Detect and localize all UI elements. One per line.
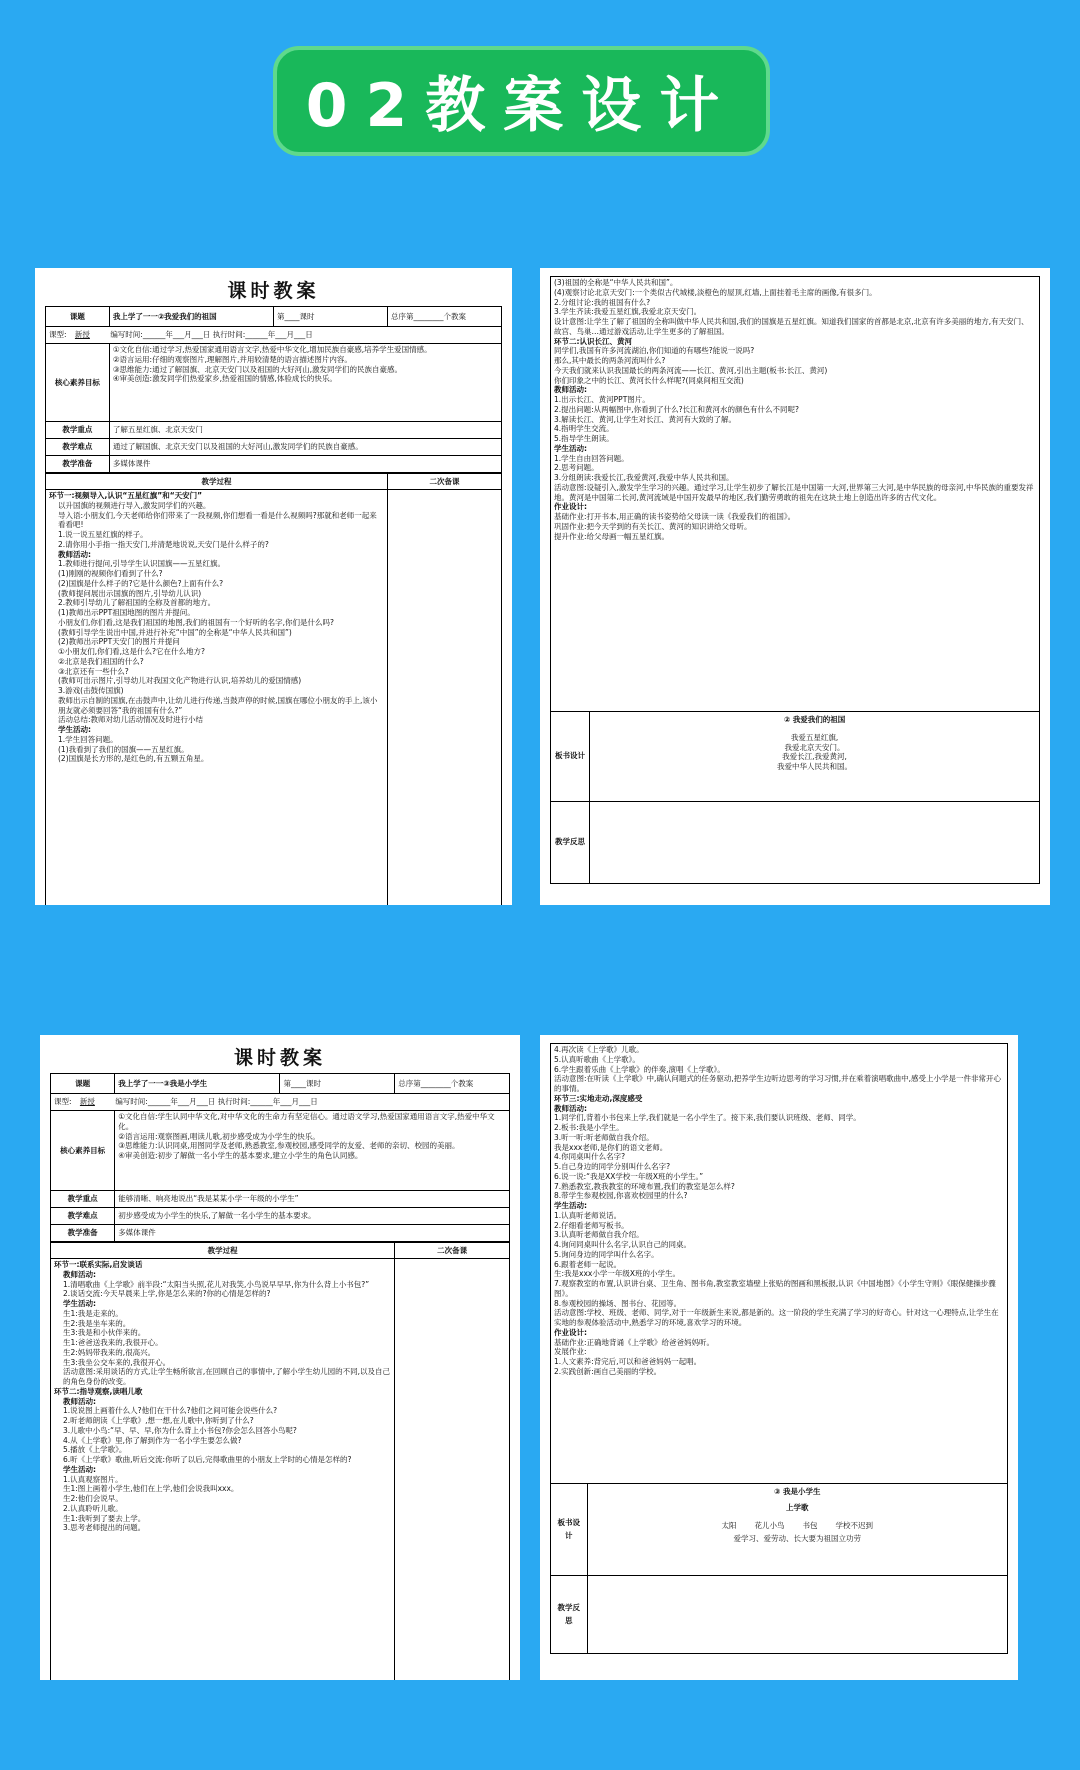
type-row <box>46 327 502 344</box>
process-line: 教师活动: <box>63 1269 96 1279</box>
lesson-plan-page-3 <box>40 1035 520 1680</box>
process-line: 学生活动: <box>63 1299 96 1308</box>
process-content <box>551 1044 1008 1484</box>
process-line: (3)祖国的全称是“中华人民共和国”。 <box>554 278 678 287</box>
label-type: 课型: <box>49 330 67 340</box>
difficulty-value: 通过了解国旗、北京天安门以及祖国的大好河山,激发同学们的民族自豪感。 <box>109 439 501 456</box>
dates-value: 编写时间:______年___月___日 执行时间:______年___月___日 <box>110 330 313 340</box>
process-line: 2.板书:我是小学生。 <box>554 1123 624 1132</box>
process-content <box>46 490 388 906</box>
dates-value: 编写时间:______年___月___日 执行时间:______年___月___日 <box>115 1097 318 1107</box>
process-line: 4.从《上学歌》里,你了解到作为一名小学生要怎么做? <box>63 1435 242 1445</box>
topic-value: 我上学了一一③我是小学生 <box>115 1074 280 1094</box>
second-prep-header: 二次备课 <box>388 474 502 490</box>
goal-item: ④审美创造:激发同学们热爱家乡,热爱祖国的情感,体验成长的快乐。 <box>112 374 337 384</box>
board-line: 我爱五星红旗, <box>790 732 839 742</box>
prep-value: 多媒体课件 <box>115 1225 510 1242</box>
goals-cell <box>115 1111 510 1191</box>
goal-item: ③思维能力:认识同桌,用图同学及老师,熟悉教室,参观校园,感受同学的友爱、老师的亲切、校园的美丽。 <box>118 1141 460 1151</box>
reflect-label: 教学反思 <box>551 1576 588 1654</box>
lesson-plan-page-1 <box>35 268 512 905</box>
second-prep-cell <box>395 1259 510 1681</box>
process-line: 学生活动: <box>58 725 91 734</box>
process-line: (教师可出示图片,引导幼儿对我国文化产物进行认识,培养幼儿的爱国情感) <box>58 676 302 686</box>
process-line: 你们印象之中的长江、黄河长什么样呢?(同桌间相互交流) <box>554 375 744 385</box>
process-line: 教师出示自制的国旗,在击鼓声中,让幼儿进行传递,当鼓声停的时候,国旗在哪位小朋友的手上,该小朋友就必须要回答“我的祖国有什么?” <box>58 695 378 715</box>
process-line: 5.播放《上学歌》。 <box>63 1445 127 1455</box>
process-table <box>45 473 502 905</box>
process-line: 5.自己身边的同学分别叫什么名字? <box>554 1162 671 1171</box>
process-line: 3.学生齐读:我爱五星红旗,我爱北京天安门。 <box>554 307 702 317</box>
process-line: 基础作业:打开书本,用正确的读书姿势给父母读一读《我爱我们的祖国》。 <box>554 512 796 521</box>
label-type: 课型: <box>54 1097 72 1107</box>
board-label: 板书设计 <box>551 712 590 802</box>
process-line: 4.你同桌叫什么名字? <box>554 1152 626 1162</box>
process-content <box>551 277 1040 712</box>
process-line: 小朋友们,你们看,这是我们祖国的地图,我们的祖国有一个好听的名字,你们是什么吗? <box>58 617 335 627</box>
process-line: 生2:妈妈带我来的,很高兴。 <box>63 1347 156 1357</box>
period-value: 第____课时 <box>273 307 387 327</box>
process-line: ①小朋友们,你们看,这是什么?它在什么地方? <box>58 647 205 656</box>
process-line: 6.说一说:“我是XX学校一年级X班的小学生。” <box>554 1171 704 1181</box>
board-line: 我爱中华人民共和国。 <box>777 762 853 771</box>
process-line: (1)刚刚的视频你们看到了什么? <box>58 569 163 578</box>
process-line: 作业设计: <box>554 1327 587 1337</box>
reflect-content <box>587 1576 1007 1654</box>
process-line: 1.学生回答问题。 <box>58 734 118 744</box>
process-line: 3.思考老师提出的问题。 <box>63 1523 146 1533</box>
process-line: 那么,其中最长的两条河流叫什么? <box>554 356 666 365</box>
process-line: 1.同学们,背着小书包来上学,我们就是一名小学生了。接下来,我们要认识班级、老师、同学。 <box>554 1113 861 1123</box>
process-line: 3.儿歌中小鸟:“早、早、早,你为什么背上小书包?你会怎么回答小鸟呢? <box>63 1425 297 1435</box>
process-line: 活动意图:设疑引入,激发学生学习的兴趣。通过学习,让学生初步了解长江是中国第一大河,世界第三大河,是中华民族的母亲河,中华民族的重要发祥地。黄河是中国第二长河,黄河流域是中国开发最早的地区,我们勤劳勇敢的祖先在这块土地上创造出许多的古代文化。 <box>554 482 1034 502</box>
process-line: (2)教师出示PPT天安门的图片并提问 <box>58 637 180 647</box>
process-line: 1.教师进行提问,引导学生认识国旗——五星红旗。 <box>58 559 226 569</box>
label-prep: 教学准备 <box>46 456 110 473</box>
board-row <box>591 1521 1004 1531</box>
board-content <box>587 1484 1007 1576</box>
process-line: 2.思考问题。 <box>554 463 599 473</box>
process-line: 生2:他们会说早。 <box>63 1494 123 1503</box>
process-line: 8.参观校园的操场、图书台、花园等。 <box>554 1298 682 1308</box>
process-header: 教学过程 <box>46 474 388 490</box>
process-line: 8.带学生参观校园,你喜欢校园里的什么? <box>554 1191 688 1201</box>
label-topic: 课题 <box>46 307 110 327</box>
process-line: 3.分组朗读:我爱长江,我爱黄河,我爱中华人民共和国。 <box>554 473 734 482</box>
board-subtitle: 上学歌 <box>786 1502 809 1512</box>
process-line: 6.听《上学歌》歌曲,听后交流:你听了以后,完得歌曲里的小朋友上学时的心情是怎样的? <box>63 1455 352 1464</box>
type-value: 新授 <box>79 1097 95 1107</box>
label-difficulty: 教学难点 <box>46 439 110 456</box>
second-prep-header: 二次备课 <box>395 1243 510 1259</box>
process-line: (教师提问展出示国旗的图片,引导幼儿认识) <box>58 588 202 598</box>
process-line: ③北京还有一些什么? <box>58 666 129 676</box>
process-line: 活动意图:在听读《上学歌》中,确认问题式的任务驱动,把养学生边听边思考的学习习惯,并在乘着演唱歌曲中,感受上小学是一件非常开心的事情。 <box>554 1074 1002 1093</box>
board-word: 书包 <box>802 1520 818 1530</box>
process-line: ②北京是我们祖国的什么? <box>58 656 144 666</box>
process-line: 学生活动: <box>63 1464 96 1474</box>
process-line: 生1:图上画着小学生,他们在上学,他们会说我叫xxx。 <box>63 1484 239 1494</box>
process-line: 1.说说图上画着什么人?他们在干什么?他们之间可能会说些什么? <box>63 1406 278 1416</box>
process-line: 1.出示长江、黄河PPT图片。 <box>554 395 650 404</box>
process-line: 2.分组讨论:我的祖国有什么? <box>554 297 651 307</box>
process-line: 2.请你用小手指一指天安门,并清楚地说说,天安门是什么样子的? <box>58 539 269 549</box>
process-line: 7.观察教室的布置,认识讲台桌、卫生角、图书角,教室教室墙壁上张贴的图画和黑板报,认识《中国地图》《小学生守则》《眼保健操步骤图》。 <box>554 1279 996 1298</box>
process-line: 5.认真听歌曲《上学歌》。 <box>554 1054 640 1064</box>
process-line: 基础作业:正确地背诵《上学歌》给爸爸妈妈听。 <box>554 1337 715 1347</box>
process-line: 2.认真聆听儿歌。 <box>63 1503 123 1513</box>
doc-title: 课时教案 <box>227 280 320 302</box>
process-line: 2.实践创新:画自己美丽的学校。 <box>554 1366 662 1376</box>
process-line: (1)我看到了我们的国旗——五星红旗。 <box>58 744 189 754</box>
process-line: 生3:我坐公交车来的,我很开心。 <box>63 1357 171 1367</box>
board-word: 学校不迟到 <box>835 1520 874 1530</box>
process-line: 作业设计: <box>554 502 587 512</box>
process-line: 我是xxx老师,是你们的语文老师。 <box>554 1142 668 1152</box>
continuation-table <box>550 1043 1008 1654</box>
label-key: 教学重点 <box>46 422 110 439</box>
title-banner <box>273 46 770 156</box>
process-line: 生3:我是和小伙伴来的。 <box>63 1328 146 1338</box>
goal-item: ②语言运用:观察图画,唱读儿歌,初步感受成为小学生的快乐。 <box>118 1131 320 1141</box>
process-line: 1.认真观察图片。 <box>63 1474 123 1484</box>
process-line: 生2:我是坐车来的。 <box>63 1318 131 1328</box>
process-line: (教师引导学生说出中国,并进行补充“中国”的全称是“中华人民共和国”) <box>58 627 292 637</box>
process-line: 5.指导学生朗读。 <box>554 434 614 443</box>
process-line: 设计意图:让学生了解了祖国的全称叫做中华人民共和国,我们的国旗是五星红旗。知道我们国家的首都是北京,北京有许多美丽的地方,有天安门、故宫、鸟巢…通过游戏活动,让学生更多的了解祖国。 <box>554 317 1029 336</box>
label-key: 教学重点 <box>51 1191 115 1208</box>
goal-item: ①文化自信:通过学习,热爱国家通用语言文字,热爱中华文化,增加民族自豪感,培养学生爱国情感。 <box>112 345 432 354</box>
process-line: 4.指明学生交流。 <box>554 424 614 434</box>
process-line: 3.听一听:听老师做自我介绍。 <box>554 1132 654 1142</box>
process-line: 提升作业:给父母画一幅五星红旗。 <box>554 531 670 541</box>
doc-title: 课时教案 <box>233 1047 326 1069</box>
process-line: 环节二:指导观察,读唱儿歌 <box>54 1386 143 1396</box>
board-label: 板书设计 <box>551 1484 588 1576</box>
process-line: 3.游戏(击鼓传国旗) <box>58 686 124 695</box>
board-title: ③ 我是小学生 <box>774 1487 821 1496</box>
process-line: 环节二:认识长江、黄河 <box>554 336 632 346</box>
label-goal: 核心素养目标 <box>51 1111 115 1191</box>
process-line: 生1:爸爸送我来的,我很开心。 <box>63 1338 163 1347</box>
goal-item: ③思维能力:通过了解国旗、北京天安门以及祖国的大好河山,激发同学们的民族自豪感。 <box>112 364 402 374</box>
reflect-label: 教学反思 <box>551 802 590 884</box>
key-value: 了解五星红旗、北京天安门 <box>109 422 501 439</box>
lesson-plan-page-4 <box>540 1035 1018 1680</box>
board-content <box>590 712 1040 802</box>
lesson-plan-page-2 <box>540 268 1050 905</box>
process-line: 7.熟悉教室,教我教室的环境布置,我们的教室是怎么样? <box>554 1181 735 1191</box>
process-line: 环节三:实地走动,深度感受 <box>554 1093 643 1103</box>
process-header: 教学过程 <box>51 1243 395 1259</box>
process-line: 1.说一说五星红旗的样子。 <box>58 530 148 539</box>
banner-title: 02教案设计 <box>305 71 738 141</box>
board-line: 我爱北京天安门。 <box>784 742 845 752</box>
process-line: 学生活动: <box>554 443 587 453</box>
process-line: 生1:我是走来的。 <box>63 1308 123 1318</box>
process-line: (4)观察讨论北京天安门:一个类似古代城楼,淡橙色的屋顶,红墙,上面挂着毛主席的画像,有很多门。 <box>554 287 877 297</box>
board-word: 花儿小鸟 <box>754 1520 785 1530</box>
process-line: 6.学生跟着乐曲《上学歌》的伴奏,演唱《上学歌》。 <box>554 1064 725 1074</box>
lesson-header-table <box>45 306 502 473</box>
process-line: 1.清唱歌曲《上学歌》前半段:“太阳当头照,花儿对我笑,小鸟说早早早,你为什么背上小书包?” <box>63 1279 370 1289</box>
process-line: 教师活动: <box>554 1103 587 1113</box>
goal-item: ①文化自信:学生认同中华文化,对中华文化的生命力有坚定信心。通过语文学习,热爱国家通用语言文字,热爱中华文化。 <box>118 1112 495 1131</box>
total-value: 总序第________个教案 <box>395 1074 510 1094</box>
difficulty-value: 初步感受成为小学生的快乐,了解做一名小学生的基本要求。 <box>115 1208 510 1225</box>
process-line: 1.人文素养:背完后,可以和爸爸妈妈一起唱。 <box>554 1357 702 1366</box>
type-value: 新授 <box>74 330 90 340</box>
process-content <box>51 1259 395 1681</box>
process-line: 今天我们就来认识我国最长的两条河流——长江、黄河,引出主题(板书:长江、黄河) <box>554 365 828 375</box>
process-line: 2.仔细看老师写板书。 <box>554 1220 629 1230</box>
process-line: 以升国旗的视频进行导入,激发同学们的兴趣。 <box>58 500 211 510</box>
process-line: (2)国旗是长方形的,是红色的,有五颗五角星。 <box>58 754 209 764</box>
process-line: 6.跟着老师一起说。 <box>554 1259 622 1269</box>
board-line: 爱学习、爱劳动、长大要为祖国立功劳 <box>733 1534 862 1544</box>
process-line: 生:我是xxx小学一年级X班的小学生。 <box>554 1269 680 1279</box>
process-line: 1.认真听老师说话。 <box>554 1210 622 1220</box>
total-value: 总序第________个教案 <box>387 307 501 327</box>
process-line: 导入语:小朋友们,今天老师给你们带来了一段视频,你们想看一看是什么视频吗?那就和老师一起来看看吧! <box>58 510 377 530</box>
process-line: (1)教师出示PPT祖国地图的图片并提问。 <box>58 608 195 617</box>
goals-cell <box>109 344 501 422</box>
goal-item: ④审美创造:初步了解做一名小学生的基本要求,建立小学生的角色认同感。 <box>118 1151 363 1160</box>
process-line: 生1:我听到了要去上学。 <box>63 1513 146 1523</box>
goal-item: ②语言运用:仔细的观察图片,理解图片,并用较清楚的语言描述图片内容。 <box>112 354 352 364</box>
prep-value: 多媒体课件 <box>109 456 501 473</box>
process-line: 教师活动: <box>63 1396 96 1406</box>
label-goal: 核心素养目标 <box>46 344 110 422</box>
process-line: 教师活动: <box>58 549 91 559</box>
process-line: 学生活动: <box>554 1201 587 1210</box>
process-line: 2.提出问题:从两幅图中,你看到了什么?长江和黄河水的颜色有什么不同呢? <box>554 404 800 414</box>
process-line: 3.解读长江、黄河,让学生对长江、黄河有大致的了解。 <box>554 414 737 424</box>
process-line: 巩固作业:把今天学到的有关长江、黄河的知识讲给父母听。 <box>554 521 752 531</box>
label-prep: 教学准备 <box>51 1225 115 1242</box>
label-topic: 课题 <box>51 1074 115 1094</box>
process-line: 2.教师引导幼儿了解祖国的全称及首都的地方。 <box>58 598 216 608</box>
process-line: 2.听老师朗读《上学歌》,想一想,在儿歌中,你听到了什么? <box>63 1416 254 1425</box>
process-line: 教师活动: <box>554 385 587 395</box>
process-line: 2.谈话交流:今天早晨来上学,你是怎么来的?你的心情是怎样的? <box>63 1289 271 1299</box>
process-line: 活动意图:采用谈话的方式,让学生畅所欲言,在回顾自己的事情中,了解小学生幼儿园的不同,以及自己的角色身份的改变。 <box>63 1367 391 1386</box>
process-line: 5.询问身边的同学叫什么名字。 <box>554 1249 659 1259</box>
period-value: 第____课时 <box>280 1074 395 1094</box>
process-line: 4.询问同桌叫什么名字,认识自己的同桌。 <box>554 1240 692 1249</box>
process-line: 1.学生自由回答问题。 <box>554 453 629 463</box>
board-word: 太阳 <box>721 1520 737 1530</box>
label-difficulty: 教学难点 <box>51 1208 115 1225</box>
process-line: 活动总结:教师对幼儿活动情况及时进行小结 <box>58 715 204 725</box>
process-line: 环节一:联系实际,启发谈话 <box>54 1260 143 1269</box>
second-prep-cell <box>388 490 502 906</box>
process-line: 3.认真听老师做自我介绍。 <box>554 1230 644 1240</box>
continuation-table <box>550 276 1040 884</box>
board-title: ② 我爱我们的祖国 <box>783 715 846 724</box>
process-line: (2)国旗是什么样子的?它是什么颜色?上面有什么? <box>58 578 224 588</box>
process-line: 同学们,我国有许多河流湖泊,你们知道的有哪些?能说一说吗? <box>554 346 755 356</box>
topic-value: 我上学了一一②我爱我们的祖国 <box>109 307 273 327</box>
reflect-content <box>590 802 1040 884</box>
key-value: 能够清晰、响亮地说出“我是某某小学一年级的小学生” <box>115 1191 510 1208</box>
type-row <box>51 1094 510 1111</box>
board-line: 我爱长江,我爱黄河, <box>782 752 847 762</box>
lesson-header-table <box>50 1073 510 1242</box>
process-line: 4.再次读《上学歌》儿歌。 <box>554 1045 644 1054</box>
process-line: 发展作业: <box>554 1347 587 1357</box>
process-table <box>50 1242 510 1680</box>
process-line: 活动意图:学校、班级、老师、同学,对于一年级新生来说,都是新的。这一阶段的学生充满了学习的好奇心。针对这一心理特点,让学生在实地的参观体验活动中,熟悉学习的环境,喜欢学习的环境。 <box>554 1308 999 1327</box>
process-line: 环节一:视频导入,认识“五星红旗”和“天安门” <box>49 491 203 500</box>
